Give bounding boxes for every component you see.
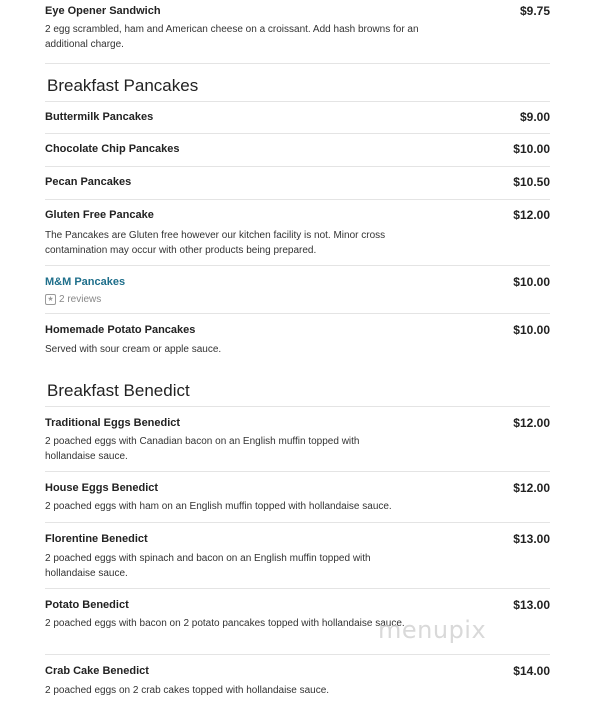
item-description: 2 poached eggs with spinach and bacon on an English muffin topped with hollandaise sauce. bbox=[45, 553, 371, 579]
reviews-link[interactable] bbox=[45, 294, 101, 305]
item-price: $10.50 bbox=[513, 175, 550, 189]
item-description: 2 egg scrambled, ham and American cheese on a croissant. Add hash browns for an additional charge. bbox=[45, 24, 419, 50]
section-title-benedict: Breakfast Benedict bbox=[47, 381, 190, 400]
item-name: Buttermilk Pancakes bbox=[45, 111, 154, 123]
item-name: House Eggs Benedict bbox=[45, 482, 159, 494]
menu-item bbox=[45, 134, 550, 167]
menu-item bbox=[45, 523, 550, 589]
menu-item bbox=[45, 101, 550, 134]
section-title-pancakes: Breakfast Pancakes bbox=[47, 76, 199, 95]
reviews-count: 2 reviews bbox=[59, 294, 102, 305]
watermark: menupix bbox=[378, 616, 487, 644]
menu-item bbox=[45, 167, 550, 200]
item-name: Crab Cake Benedict bbox=[45, 665, 149, 677]
item-description: The Pancakes are Gluten free however our kitchen facility is not. Minor cross contamination may occur with other products being prepared. bbox=[45, 230, 386, 256]
item-name: Eye Opener Sandwich bbox=[45, 5, 161, 17]
item-description: 2 poached eggs on 2 crab cakes topped with hollandaise sauce. bbox=[45, 685, 330, 696]
item-description: 2 poached eggs with bacon on 2 potato pancakes topped with hollandaise sauce. bbox=[45, 618, 405, 629]
item-price: $10.00 bbox=[513, 323, 550, 337]
item-price: $13.00 bbox=[513, 598, 550, 612]
item-name: Homemade Potato Pancakes bbox=[45, 324, 196, 336]
item-price: $10.00 bbox=[513, 275, 550, 289]
item-description: Served with sour cream or apple sauce. bbox=[45, 344, 222, 355]
item-price: $10.00 bbox=[513, 142, 550, 156]
menu-item bbox=[45, 472, 550, 523]
item-price: $9.75 bbox=[519, 4, 550, 18]
item-price: $12.00 bbox=[513, 416, 550, 430]
item-description: 2 poached eggs with Canadian bacon on an English muffin topped with hollandaise sauce. bbox=[45, 436, 360, 462]
menu-item bbox=[45, 655, 550, 705]
item-name: Traditional Eggs Benedict bbox=[45, 417, 181, 429]
item-name: Chocolate Chip Pancakes bbox=[45, 143, 180, 155]
item-price: $13.00 bbox=[513, 532, 550, 546]
item-price: $12.00 bbox=[513, 481, 550, 495]
menu-item bbox=[45, 314, 550, 362]
item-description: 2 poached eggs with ham on an English muffin topped with hollandaise sauce. bbox=[45, 501, 392, 512]
item-price: $14.00 bbox=[513, 664, 550, 678]
item-name: Pecan Pancakes bbox=[45, 176, 132, 188]
menu-item bbox=[45, 406, 550, 472]
item-name: Gluten Free Pancake bbox=[45, 209, 154, 221]
menu-item bbox=[45, 200, 550, 266]
item-name: Potato Benedict bbox=[45, 599, 129, 611]
item-price: $12.00 bbox=[513, 208, 550, 222]
item-name-link[interactable]: M&M Pancakes bbox=[45, 276, 126, 288]
menu-item bbox=[45, 266, 550, 314]
star-icon: ★ bbox=[45, 294, 56, 305]
menu-item-eye-opener bbox=[45, 0, 550, 64]
item-name: Florentine Benedict bbox=[45, 533, 148, 545]
item-price: $9.00 bbox=[519, 110, 550, 124]
